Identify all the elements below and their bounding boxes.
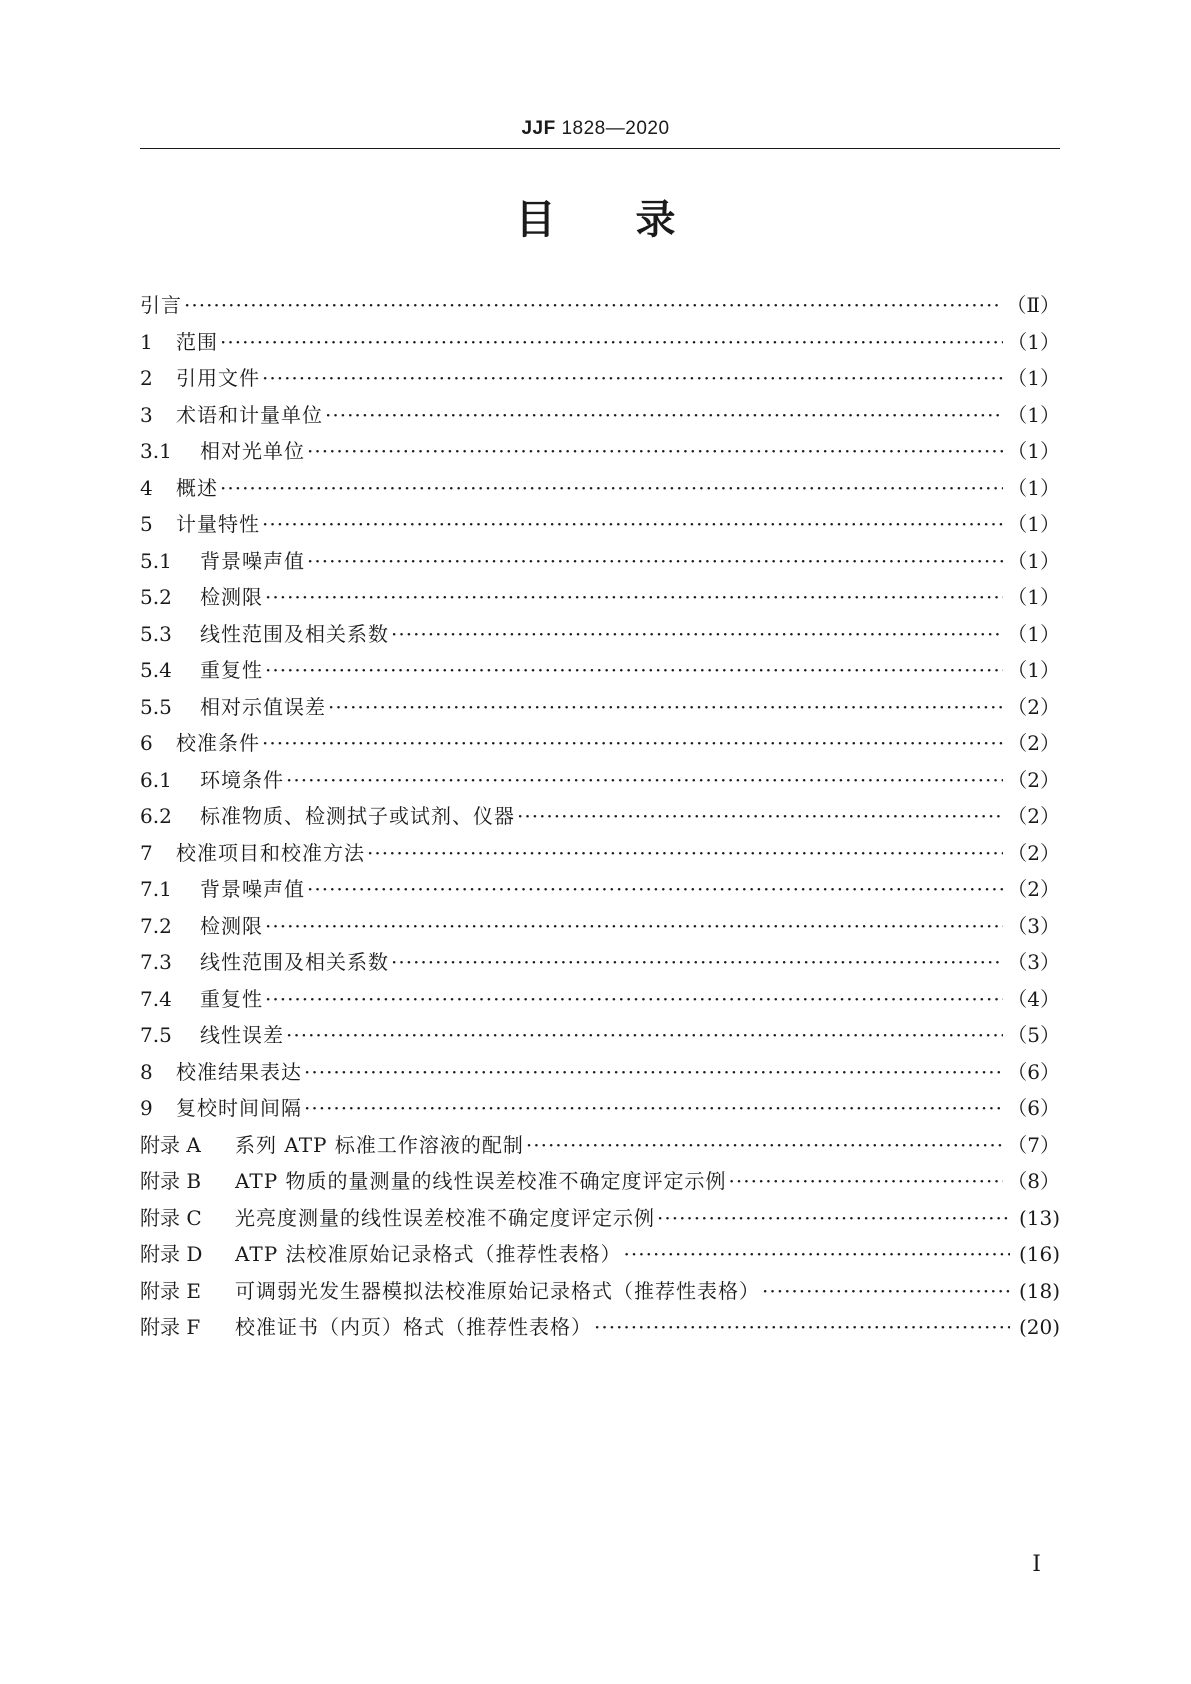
toc-entry-page: （1） <box>1007 402 1060 427</box>
toc-entry-number: 3.1 <box>140 439 172 463</box>
toc-entry-label: 校准条件 <box>176 731 260 755</box>
toc-entry[interactable] <box>140 800 1060 837</box>
toc-entry-page: （Ⅱ） <box>1006 293 1060 317</box>
toc-entry-page: （1） <box>1007 512 1060 536</box>
toc-leader-dots <box>304 1096 1003 1120</box>
toc-entry[interactable] <box>140 764 1060 801</box>
toc-leader-dots <box>729 1169 1004 1193</box>
toc-entry-label: 校准结果表达 <box>176 1059 302 1084</box>
toc-leader-dots <box>307 439 1003 463</box>
toc-entry-label: 校准项目和校准方法 <box>176 840 365 865</box>
toc-entry[interactable] <box>140 1311 1060 1348</box>
toc-entry[interactable] <box>140 837 1060 874</box>
toc-entry-page: （1） <box>1007 329 1060 354</box>
toc-entry-label: 术语和计量单位 <box>176 402 323 427</box>
toc-entry-label: 背景噪声值 <box>200 877 305 901</box>
toc-entry-page: (13) <box>1018 1205 1060 1230</box>
toc-leader-dots <box>325 403 1003 427</box>
toc-entry-number: 附录 D <box>140 1242 203 1266</box>
toc-entry-page: (20) <box>1018 1315 1060 1339</box>
toc-entry-label: 线性范围及相关系数 <box>200 621 389 646</box>
toc-entry-number: 6 <box>140 731 153 755</box>
toc-leader-dots <box>391 622 1003 646</box>
toc-entry[interactable] <box>140 727 1060 764</box>
toc-entry-label: 可调弱光发生器模拟法校准原始记录格式（推荐性表格） <box>235 1278 760 1303</box>
table-of-contents <box>140 289 1060 1348</box>
page-number: I <box>1032 1552 1041 1577</box>
toc-entry-page: （1） <box>1007 658 1060 682</box>
toc-leader-dots <box>367 841 1003 865</box>
toc-entry[interactable] <box>140 1275 1060 1312</box>
toc-entry-page: （2） <box>1007 804 1060 828</box>
toc-leader-dots <box>220 476 1003 500</box>
toc-entry-label: 检测限 <box>200 585 263 609</box>
toc-entry-page: （7） <box>1007 1132 1060 1157</box>
toc-entry-page: （1） <box>1007 548 1060 573</box>
toc-entry-page: (16) <box>1018 1242 1060 1266</box>
toc-leader-dots <box>304 1060 1003 1084</box>
toc-entry-number: 5.1 <box>140 548 172 573</box>
toc-entry-number: 6.1 <box>140 767 172 792</box>
toc-entry-page: （1） <box>1007 439 1060 463</box>
toc-entry-page: （5） <box>1007 1023 1060 1047</box>
toc-entry-page: （3） <box>1007 913 1060 938</box>
toc-entry[interactable] <box>140 399 1060 436</box>
toc-entry-label: 线性误差 <box>200 1023 284 1047</box>
toc-entry-number: 7.1 <box>140 877 172 901</box>
toc-entry-number: 3 <box>140 402 153 427</box>
document-code-number: 1828—2020 <box>555 118 670 139</box>
toc-entry-page: （1） <box>1007 366 1060 390</box>
toc-entry-label: 检测限 <box>200 913 263 938</box>
toc-leader-dots <box>220 330 1003 354</box>
toc-leader-dots <box>307 877 1003 901</box>
toc-leader-dots <box>262 366 1003 390</box>
toc-entry-number: 附录 C <box>140 1205 202 1230</box>
toc-entry-number: 2 <box>140 366 153 390</box>
toc-entry-number: 8 <box>140 1059 153 1084</box>
toc-entry-number: 5.4 <box>140 658 172 682</box>
toc-entry-number: 9 <box>140 1096 153 1120</box>
toc-entry-page: （2） <box>1007 731 1060 755</box>
toc-entry-number: 1 <box>140 329 153 354</box>
toc-entry-page: （1） <box>1007 475 1060 500</box>
toc-leader-dots <box>594 1315 1010 1339</box>
toc-leader-dots <box>262 731 1003 755</box>
toc-entry-page: (18) <box>1018 1278 1060 1303</box>
toc-entry-label: 线性范围及相关系数 <box>200 950 389 974</box>
toc-entry-page: （6） <box>1007 1059 1060 1084</box>
toc-leader-dots <box>262 512 1003 536</box>
toc-entry[interactable] <box>140 1129 1060 1166</box>
toc-entry-page: （2） <box>1007 840 1060 865</box>
toc-entry-page: （1） <box>1007 585 1060 609</box>
page-title: 目录 <box>515 197 756 243</box>
document-code-prefix: JJF <box>521 118 556 139</box>
toc-entry-label: 重复性 <box>200 986 263 1011</box>
toc-entry[interactable] <box>140 1165 1060 1202</box>
toc-entry-label: 标准物质、检测拭子或试剂、仪器 <box>200 804 515 828</box>
toc-entry-number: 4 <box>140 475 153 500</box>
toc-entry-page: （2） <box>1007 877 1060 901</box>
toc-entry-label: 校准证书（内页）格式（推荐性表格） <box>235 1315 592 1339</box>
toc-entry-page: （2） <box>1007 767 1060 792</box>
toc-leader-dots <box>265 987 1003 1011</box>
toc-entry-label: 概述 <box>176 475 218 500</box>
toc-entry[interactable] <box>140 946 1060 983</box>
toc-entry[interactable] <box>140 435 1060 472</box>
toc-leader-dots <box>265 658 1003 682</box>
toc-entry-label: 范围 <box>176 329 218 354</box>
toc-entry[interactable] <box>140 1238 1060 1275</box>
toc-entry[interactable] <box>140 654 1060 691</box>
toc-entry[interactable] <box>140 545 1060 582</box>
toc-leader-dots <box>265 585 1003 609</box>
document-code-header <box>0 118 1191 140</box>
toc-entry[interactable] <box>140 1056 1060 1093</box>
toc-leader-dots <box>762 1279 1010 1303</box>
toc-leader-dots <box>184 293 1002 317</box>
toc-entry-page: （1） <box>1007 621 1060 646</box>
toc-leader-dots <box>517 804 1003 828</box>
toc-entry-number: 6.2 <box>140 804 172 828</box>
toc-entry[interactable] <box>140 618 1060 655</box>
toc-entry-label: ATP 法校准原始记录格式（推荐性表格） <box>235 1242 622 1266</box>
toc-entry-number: 附录 A <box>140 1132 201 1157</box>
toc-entry-label: 重复性 <box>200 658 263 682</box>
toc-leader-dots <box>307 549 1003 573</box>
toc-entry-label: 相对示值误差 <box>200 694 326 719</box>
toc-entry[interactable] <box>140 581 1060 618</box>
toc-entry[interactable] <box>140 983 1060 1020</box>
toc-entry-number: 5 <box>140 512 153 536</box>
toc-entry[interactable] <box>140 362 1060 399</box>
toc-entry-label: ATP 物质的量测量的线性误差校准不确定度评定示例 <box>235 1169 727 1193</box>
toc-entry[interactable] <box>140 1019 1060 1056</box>
toc-leader-dots <box>391 950 1003 974</box>
toc-entry[interactable] <box>140 508 1060 545</box>
toc-entry[interactable] <box>140 326 1060 363</box>
toc-entry-label: 引用文件 <box>176 366 260 390</box>
toc-leader-dots <box>265 914 1003 938</box>
toc-entry[interactable] <box>140 1202 1060 1239</box>
toc-leader-dots <box>286 768 1003 792</box>
toc-entry-label: 复校时间间隔 <box>176 1096 302 1120</box>
toc-entry-number: 5.5 <box>140 694 172 719</box>
toc-entry-label: 计量特性 <box>176 512 260 536</box>
toc-entry[interactable] <box>140 873 1060 910</box>
toc-entry-number: 附录 F <box>140 1315 201 1339</box>
toc-entry-number: 5.3 <box>140 621 172 646</box>
toc-entry-number: 7.2 <box>140 913 172 938</box>
toc-entry-page: （2） <box>1007 694 1060 719</box>
toc-entry-number: 附录 B <box>140 1169 202 1193</box>
toc-entry-label: 系列 ATP 标准工作溶液的配制 <box>235 1132 524 1157</box>
toc-entry-page: （4） <box>1007 986 1060 1011</box>
toc-entry[interactable] <box>140 910 1060 947</box>
toc-entry[interactable] <box>140 289 1060 326</box>
toc-entry-number: 7.4 <box>140 986 172 1011</box>
toc-leader-dots <box>526 1133 1003 1157</box>
toc-entry-label: 引言 <box>140 293 182 317</box>
header-rule <box>140 148 1060 149</box>
toc-entry-number: 5.2 <box>140 585 172 609</box>
toc-entry[interactable] <box>140 691 1060 728</box>
toc-leader-dots <box>657 1206 1010 1230</box>
toc-entry-number: 附录 E <box>140 1278 201 1303</box>
toc-entry[interactable] <box>140 472 1060 509</box>
toc-entry-label: 环境条件 <box>200 767 284 792</box>
toc-leader-dots <box>286 1023 1003 1047</box>
toc-entry-label: 相对光单位 <box>200 439 305 463</box>
toc-entry-label: 背景噪声值 <box>200 548 305 573</box>
toc-entry-number: 7.3 <box>140 950 172 974</box>
toc-entry-number: 7 <box>140 840 153 865</box>
toc-entry-number: 7.5 <box>140 1023 172 1047</box>
toc-entry[interactable] <box>140 1092 1060 1129</box>
toc-leader-dots <box>624 1242 1010 1266</box>
toc-entry-page: （6） <box>1007 1096 1060 1120</box>
toc-entry-label: 光亮度测量的线性误差校准不确定度评定示例 <box>235 1205 655 1230</box>
toc-leader-dots <box>328 695 1003 719</box>
toc-entry-page: （3） <box>1007 950 1060 974</box>
toc-entry-page: （8） <box>1007 1169 1060 1193</box>
